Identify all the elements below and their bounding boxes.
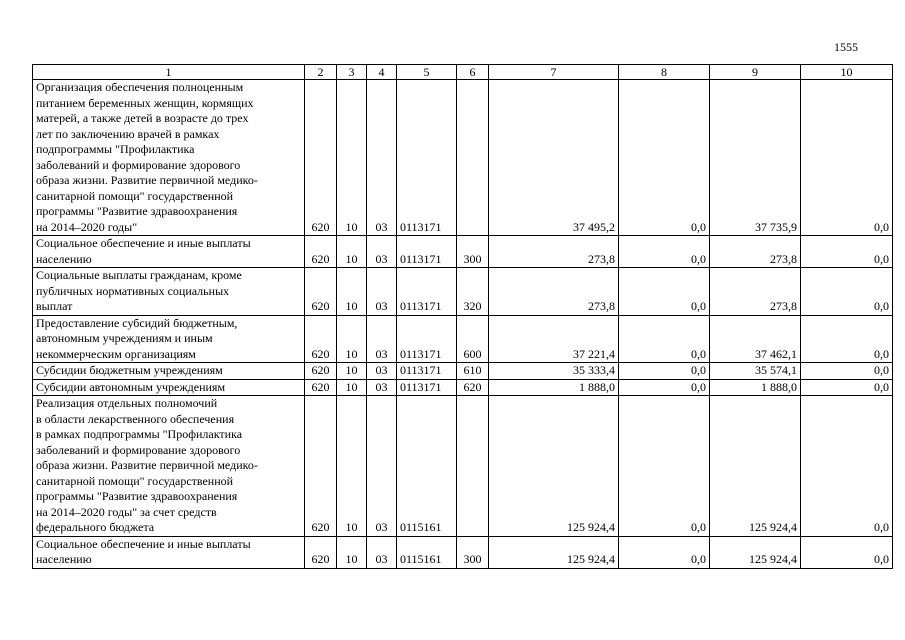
row-description: Социальное обеспечение и иные выплаты населению: [33, 236, 305, 268]
budget-table: [32, 64, 893, 569]
cell-section: 10: [337, 236, 367, 268]
table-row: [33, 268, 893, 316]
cell-amount-col8: 0,0: [619, 268, 710, 316]
cell-target-article: 0115161: [397, 396, 457, 537]
row-description: Предоставление субсидий бюджетным, автономным учреждениям и иным некоммерческим организациям: [33, 315, 305, 363]
cell-amount-col9: 273,8: [710, 236, 801, 268]
cell-subsection: 03: [367, 396, 397, 537]
cell-subsection: 03: [367, 80, 397, 236]
cell-amount-col7: 1 888,0: [489, 379, 619, 396]
cell-expense-type: [457, 396, 489, 537]
cell-section: 10: [337, 396, 367, 537]
cell-amount-col10: 0,0: [801, 315, 893, 363]
cell-amount-col7: 273,8: [489, 236, 619, 268]
cell-amount-col8: 0,0: [619, 80, 710, 236]
page-number: 1555: [834, 40, 858, 54]
row-description: Реализация отдельных полномочий в области лекарственного обеспечения в рамках подпрограммы "Профилактика заболеваний и формирование здорового образа жизни. Развитие первичной медико- санитарной помощи" государственной программы "Развитие здравоохранения на 2014–2020 годы" за счет средств федерального бюджета: [33, 396, 305, 537]
cell-section: 10: [337, 315, 367, 363]
table-row: [33, 236, 893, 268]
cell-expense-type: 300: [457, 236, 489, 268]
cell-amount-col10: 0,0: [801, 379, 893, 396]
cell-amount-col7: 273,8: [489, 268, 619, 316]
header-row: [33, 65, 893, 80]
cell-section: 10: [337, 363, 367, 380]
row-description: Субсидии бюджетным учреждениям: [33, 363, 305, 380]
column-header: 6: [457, 65, 489, 80]
cell-amount-col8: 0,0: [619, 363, 710, 380]
cell-target-article: 0113171: [397, 363, 457, 380]
cell-subsection: 03: [367, 236, 397, 268]
cell-amount-col9: 37 735,9: [710, 80, 801, 236]
cell-amount-col8: 0,0: [619, 315, 710, 363]
column-header: 1: [33, 65, 305, 80]
table-body: [33, 80, 893, 569]
table-row: [33, 379, 893, 396]
cell-amount-col8: 0,0: [619, 379, 710, 396]
cell-expense-type: 610: [457, 363, 489, 380]
table-row: [33, 80, 893, 236]
column-header: 2: [305, 65, 337, 80]
cell-amount-col9: 125 924,4: [710, 536, 801, 568]
cell-amount-col7: 37 495,2: [489, 80, 619, 236]
cell-subsection: 03: [367, 315, 397, 363]
cell-expense-type: 620: [457, 379, 489, 396]
column-header: 10: [801, 65, 893, 80]
cell-amount-col10: 0,0: [801, 396, 893, 537]
cell-ministry-code: 620: [305, 236, 337, 268]
cell-amount-col7: 35 333,4: [489, 363, 619, 380]
cell-amount-col9: 1 888,0: [710, 379, 801, 396]
table-row: [33, 536, 893, 568]
cell-amount-col9: 35 574,1: [710, 363, 801, 380]
cell-ministry-code: 620: [305, 315, 337, 363]
cell-subsection: 03: [367, 379, 397, 396]
cell-amount-col8: 0,0: [619, 396, 710, 537]
column-header: 5: [397, 65, 457, 80]
cell-amount-col7: 37 221,4: [489, 315, 619, 363]
cell-subsection: 03: [367, 268, 397, 316]
cell-amount-col10: 0,0: [801, 236, 893, 268]
cell-ministry-code: 620: [305, 363, 337, 380]
cell-target-article: 0115161: [397, 536, 457, 568]
cell-amount-col8: 0,0: [619, 236, 710, 268]
cell-ministry-code: 620: [305, 379, 337, 396]
cell-amount-col9: 273,8: [710, 268, 801, 316]
cell-amount-col10: 0,0: [801, 536, 893, 568]
cell-amount-col10: 0,0: [801, 363, 893, 380]
cell-amount-col7: 125 924,4: [489, 396, 619, 537]
cell-amount-col10: 0,0: [801, 80, 893, 236]
cell-expense-type: 600: [457, 315, 489, 363]
cell-section: 10: [337, 536, 367, 568]
table-row: [33, 396, 893, 537]
cell-target-article: 0113171: [397, 236, 457, 268]
cell-section: 10: [337, 268, 367, 316]
row-description: Социальное обеспечение и иные выплаты населению: [33, 536, 305, 568]
cell-amount-col8: 0,0: [619, 536, 710, 568]
cell-ministry-code: 620: [305, 396, 337, 537]
column-header: 9: [710, 65, 801, 80]
cell-section: 10: [337, 379, 367, 396]
column-header: 4: [367, 65, 397, 80]
column-header: 3: [337, 65, 367, 80]
cell-target-article: 0113171: [397, 379, 457, 396]
cell-subsection: 03: [367, 363, 397, 380]
column-header: 7: [489, 65, 619, 80]
cell-ministry-code: 620: [305, 268, 337, 316]
cell-amount-col9: 37 462,1: [710, 315, 801, 363]
table-row: [33, 315, 893, 363]
cell-target-article: 0113171: [397, 268, 457, 316]
cell-amount-col9: 125 924,4: [710, 396, 801, 537]
cell-target-article: 0113171: [397, 80, 457, 236]
cell-expense-type: 300: [457, 536, 489, 568]
cell-section: 10: [337, 80, 367, 236]
cell-ministry-code: 620: [305, 80, 337, 236]
table-row: [33, 363, 893, 380]
row-description: Субсидии автономным учреждениям: [33, 379, 305, 396]
cell-ministry-code: 620: [305, 536, 337, 568]
cell-expense-type: [457, 80, 489, 236]
cell-target-article: 0113171: [397, 315, 457, 363]
column-header: 8: [619, 65, 710, 80]
row-description: Социальные выплаты гражданам, кроме публичных нормативных социальных выплат: [33, 268, 305, 316]
cell-subsection: 03: [367, 536, 397, 568]
cell-expense-type: 320: [457, 268, 489, 316]
cell-amount-col10: 0,0: [801, 268, 893, 316]
row-description: Организация обеспечения полноценным питанием беременных женщин, кормящих матерей, а также детей в возрасте до трех лет по заключению врачей в рамках подпрограммы "Профилактика заболеваний и формирование здорового образа жизни. Развитие первичной медико- санитарной помощи" государственной программы "Развитие здравоохранения на 2014–2020 годы": [33, 80, 305, 236]
cell-amount-col7: 125 924,4: [489, 536, 619, 568]
